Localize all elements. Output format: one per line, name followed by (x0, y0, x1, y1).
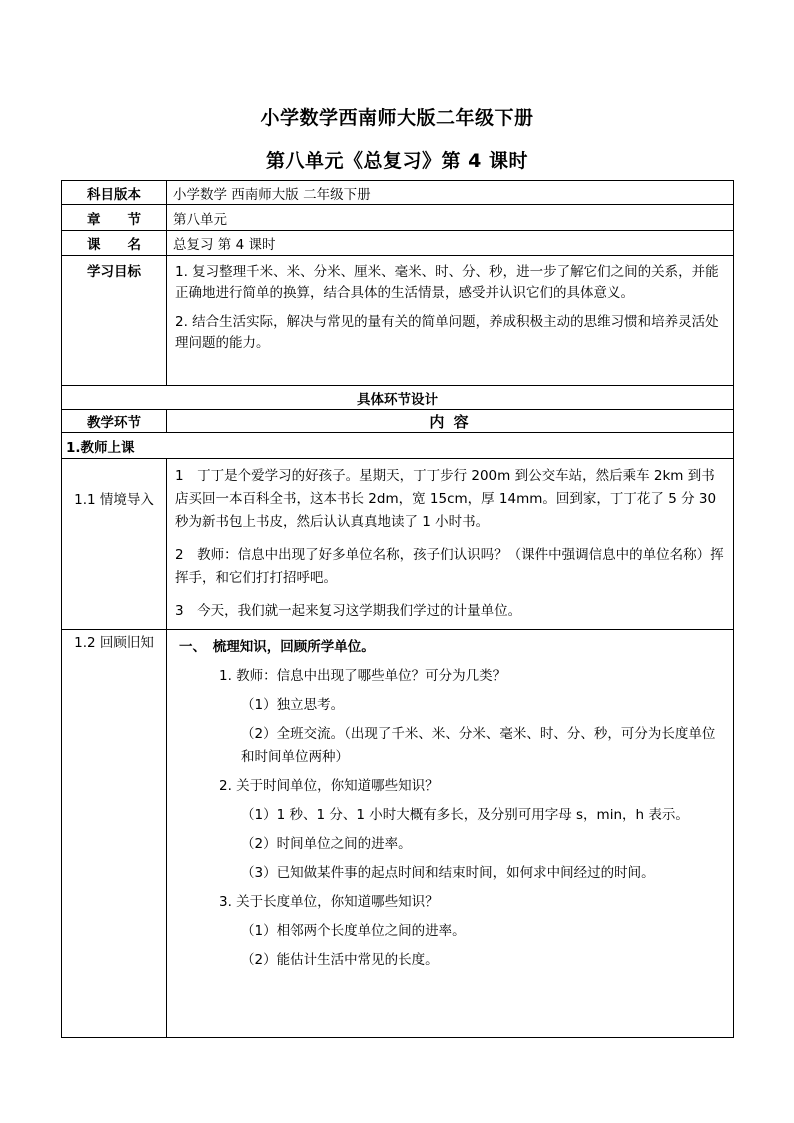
document-subtitle: 第八单元《总复习》第 4 课时 (266, 150, 528, 172)
paragraph: 1 丁丁是个爱学习的好孩子。星期天，丁丁步行 200m 到公交车站，然后乘车 2km 到书店买回一本百科全书，这本书长 2dm，宽 15cm，厚 14mm。回到家，丁丁花了 5 分 30 秒为新书包上书皮，然后认认真真地读了 1 小时书。 (175, 468, 717, 530)
lesson-value: 总复习 第 4 课时 (167, 231, 734, 256)
answer-item: （1）1 秒、1 分、1 小时大概有多长，及分别可用字母 s，min，h 表示。 (241, 807, 689, 823)
question-item: 2. 关于时间单位，你知道哪些知识？ (219, 778, 439, 794)
stage-review: 1.2 回顾旧知 (62, 630, 167, 1038)
chapter-value: 第八单元 (167, 205, 734, 231)
document-title: 小学数学西南师大版二年级下册 (260, 107, 534, 129)
question-item: 1. 教师：信息中出现了哪些单位？可分为几类？ (219, 668, 507, 684)
paragraph: 2 教师：信息中出现了好多单位名称，孩子们认识吗？（课件中强调信息中的单位名称）挥挥手，和它们打打招呼吧。 (175, 547, 724, 586)
paragraph: 3 今天，我们就一起来复习这学期我们学过的计量单位。 (175, 603, 522, 619)
col-content-header: 内 容 (167, 410, 734, 433)
section-teacher-class: 1.教师上课 (62, 433, 734, 459)
goal-item: 2. 结合生活实际，解决与常见的量有关的简单问题，养成积极主动的思维习惯和培养灵活处理问题的能力。 (175, 314, 719, 351)
goals-cell (167, 256, 734, 386)
answer-item: （1）相邻两个长度单位之间的进率。 (241, 923, 466, 939)
answer-item: （2）时间单位之间的进率。 (241, 836, 412, 852)
chapter-label: 章 节 (62, 205, 167, 231)
answer-item: （1）独立思考。 (241, 697, 345, 713)
lesson-plan-table (61, 180, 734, 1038)
stage-situation-content (167, 459, 734, 630)
answer-item: （2）全班交流。（出现了千米、米、分米、毫米、时、分、秒，可分为长度单位和时间单位两种） (241, 726, 716, 765)
subject-label: 科目版本 (62, 181, 167, 205)
lesson-label: 课 名 (62, 231, 167, 256)
review-heading: 一、 梳理知识，回顾所学单位。 (179, 639, 375, 655)
goal-item: 1. 复习整理千米、米、分米、厘米、毫米、时、分、秒，进一步了解它们之间的关系，并能正确地进行简单的换算，结合具体的生活情景，感受并认识它们的具体意义。 (175, 264, 719, 301)
goals-label: 学习目标 (62, 256, 167, 386)
stage-situation-intro: 1.1 情境导入 (62, 459, 167, 630)
answer-item: （2）能估计生活中常见的长度。 (241, 952, 439, 968)
answer-item: （3）已知做某件事的起点时间和结束时间，如何求中间经过的时间。 (241, 865, 655, 881)
question-item: 3. 关于长度单位，你知道哪些知识？ (219, 894, 439, 910)
col-stage-header: 教学环节 (62, 410, 167, 433)
subject-value: 小学数学 西南师大版 二年级下册 (167, 181, 734, 205)
design-header: 具体环节设计 (62, 386, 734, 410)
stage-review-content (167, 630, 734, 1038)
